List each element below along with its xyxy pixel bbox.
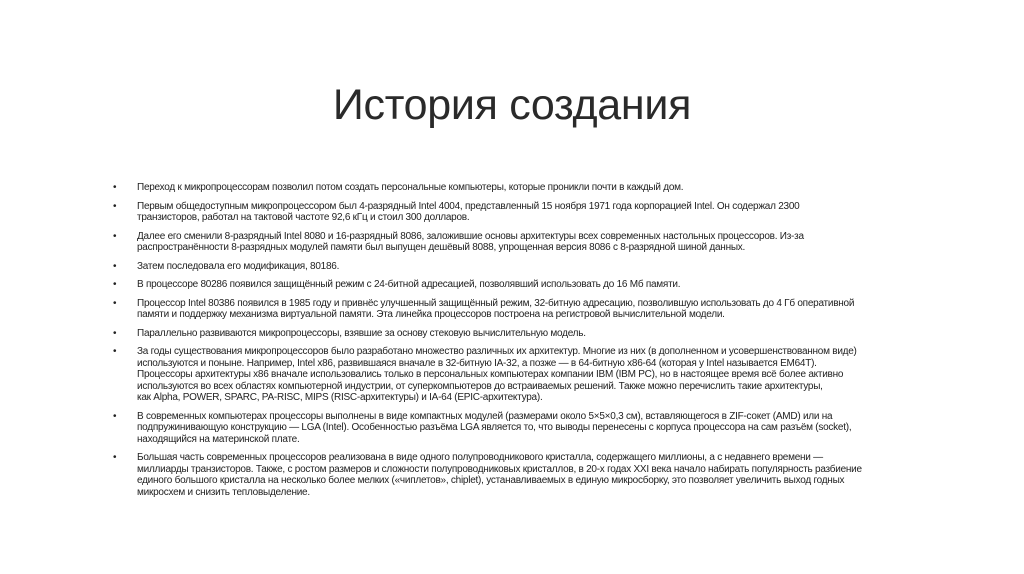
bullet-text-line: миллиарды транзисторов. Также, с ростом размеров и сложности полупроводниковых кристаллов, в 20-х годах XXI века начало набирать популярность разбиение xyxy=(137,463,862,475)
bullet-text-line: Далее его сменили 8-разрядный Intel 8080 и 16-разрядный 8086, заложившие основы архитектуры всех современных настольных процессоров. Из-за xyxy=(137,230,804,242)
bullet-text-line: как Alpha, POWER, SPARC, PA-RISC, MIPS (RISC-архитектуры) и IA-64 (EPIC-архитектура). xyxy=(137,392,543,403)
bullet-text-line: Большая часть современных процессоров реализована в виде одного полупроводникового кристалла, содержащего миллионы, а с недавнего времени — xyxy=(137,452,823,463)
bullet-text-line: используются и поныне. Например, Intel x86, развившаяся вначале в 32-битную IA-32, а позже — в 64-битную x86-64 (которая у Intel называется EM64T). xyxy=(137,357,817,369)
bullet-item xyxy=(113,231,933,254)
bullet-text-line: транзисторов, работал на тактовой частоте 92,6 кГц и стоил 300 долларов. xyxy=(137,212,470,223)
bullet-item xyxy=(113,411,933,446)
bullet-text-line: Затем последовала его модификация, 80186. xyxy=(137,260,340,272)
bullet-text-line: подпружинивающую конструкцию — LGA (Intel). Особенностью разъёма LGA является то, что выводы перенесены с корпуса процессора на сам разъём (socket), xyxy=(137,422,852,433)
bullet-text-line: находящийся на материнской плате. xyxy=(137,433,300,445)
bullet-item xyxy=(113,261,933,273)
bullet-text-line: единого большого кристалла на несколько более мелких («чиплетов», chiplet), устанавливаемых в единую микросборку, это позволяет увеличить выход годных xyxy=(137,475,845,486)
bullet-text-line: микросхем и снизить тепловыделение. xyxy=(137,486,310,498)
bullet-text-line: распространённости 8-разрядных модулей памяти был выпущен дешёвый 8088, упрощенная версия 8086 с 8-разрядной шиной данных. xyxy=(137,242,746,253)
bullet-item xyxy=(113,346,933,404)
bullet-item xyxy=(113,182,933,194)
bullet-item xyxy=(113,452,933,498)
bullet-item xyxy=(113,298,933,321)
bullet-text-line: За годы существования микропроцессоров было разработано множество различных их архитектур. Многие из них (в дополненном и усовершенствованном виде) xyxy=(137,346,857,357)
bullet-icon: • xyxy=(113,297,117,309)
bullet-text-line: Процессор Intel 80386 появился в 1985 году и привнёс улучшенный защищённый режим, 32-битную адресацию, позволившую использовать до 4 Гб оперативной xyxy=(137,297,855,309)
bullet-icon: • xyxy=(113,200,117,212)
bullet-icon: • xyxy=(113,182,117,193)
slide-title: История создания xyxy=(332,80,692,129)
bullet-icon: • xyxy=(113,410,117,422)
bullet-icon: • xyxy=(113,260,117,272)
bullet-text-line: памяти и поддержку механизма виртуальной памяти. Эта линейка процессоров построена на регистровой вычислительной модели. xyxy=(137,309,725,320)
bullet-item xyxy=(113,201,933,224)
bullet-icon: • xyxy=(113,279,117,290)
bullet-text-line: Первым общедоступным микропроцессором был 4-разрядный Intel 4004, представленный 15 ноября 1971 года корпорацией Intel. Он содержал 2300 xyxy=(137,200,800,212)
bullet-list xyxy=(113,182,933,505)
bullet-icon: • xyxy=(113,346,117,357)
bullet-item xyxy=(113,328,933,340)
bullet-text-line: Процессоры архитектуры x86 вначале использовались только в персональных компьютерах компании IBM (IBM PC), но в настоящее время всё более активно xyxy=(137,369,844,380)
bullet-icon: • xyxy=(113,230,117,242)
bullet-item xyxy=(113,279,933,291)
bullet-text-line: используются во всех областях компьютерной индустрии, от суперкомпьютеров до встраиваемых решений. Также можно перечислить такие архитектуры, xyxy=(137,380,823,392)
bullet-text-line: В современных компьютерах процессоры выполнены в виде компактных модулей (размерами около 5×5×0,3 см), вставляющегося в ZIF-сокет (AMD) или на xyxy=(137,410,833,422)
bullet-text-line: Параллельно развиваются микропроцессоры, взявшие за основу стековую вычислительную модель. xyxy=(137,327,586,339)
bullet-icon: • xyxy=(113,452,117,463)
bullet-text-line: Переход к микропроцессорам позволил потом создать персональные компьютеры, которые проникли почти в каждый дом. xyxy=(137,182,684,193)
bullet-icon: • xyxy=(113,327,117,339)
bullet-text-line: В процессоре 80286 появился защищённый режим с 24-битной адресацией, позволявший использовать до 16 Мб памяти. xyxy=(137,279,681,290)
